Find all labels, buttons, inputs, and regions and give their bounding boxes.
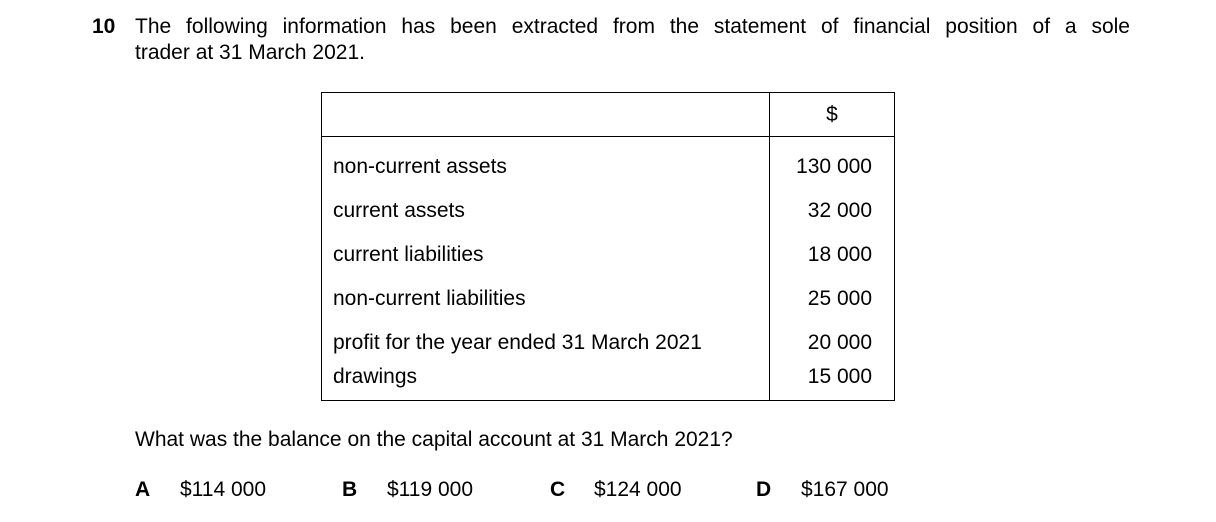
table-row — [322, 189, 895, 233]
row-label: non-current assets — [322, 137, 770, 190]
option-d[interactable] — [756, 477, 889, 503]
table-row — [322, 365, 895, 401]
row-label: current liabilities — [322, 233, 770, 277]
question-stem-line-1: The following information has been extracted from the statement of financial position of a sole — [135, 15, 1130, 38]
option-letter: D — [756, 478, 772, 501]
table-row — [322, 137, 895, 190]
option-value: $167 000 — [801, 478, 889, 501]
row-label: drawings — [322, 365, 770, 401]
row-label: current assets — [322, 189, 770, 233]
row-amount: 18 000 — [770, 233, 895, 277]
row-amount: 25 000 — [770, 277, 895, 321]
option-a[interactable] — [135, 477, 266, 503]
option-c[interactable] — [550, 477, 682, 503]
table-header-currency: $ — [770, 93, 895, 137]
question-prompt: What was the balance on the capital account at 31 March 2021? — [135, 428, 733, 451]
row-label: non-current liabilities — [322, 277, 770, 321]
table-row — [322, 321, 895, 365]
row-amount: 32 000 — [770, 189, 895, 233]
question-stem-line-2: trader at 31 March 2021. — [135, 41, 365, 64]
financial-position-table — [321, 92, 895, 401]
option-letter: B — [342, 478, 358, 501]
option-letter: A — [135, 478, 151, 501]
option-letter: C — [550, 478, 566, 501]
question-stem — [135, 14, 1130, 66]
table-header-label — [322, 93, 770, 137]
table-row — [322, 277, 895, 321]
option-b[interactable] — [342, 477, 473, 503]
row-amount: 130 000 — [770, 137, 895, 190]
row-amount: 20 000 — [770, 321, 895, 365]
table-row — [322, 233, 895, 277]
table-header-row — [322, 93, 895, 137]
row-label: profit for the year ended 31 March 2021 — [322, 321, 770, 365]
option-value: $114 000 — [180, 478, 267, 501]
option-value: $124 000 — [594, 478, 682, 501]
row-amount: 15 000 — [770, 365, 895, 401]
question-number: 10 — [92, 15, 116, 38]
option-value: $119 000 — [387, 478, 474, 501]
